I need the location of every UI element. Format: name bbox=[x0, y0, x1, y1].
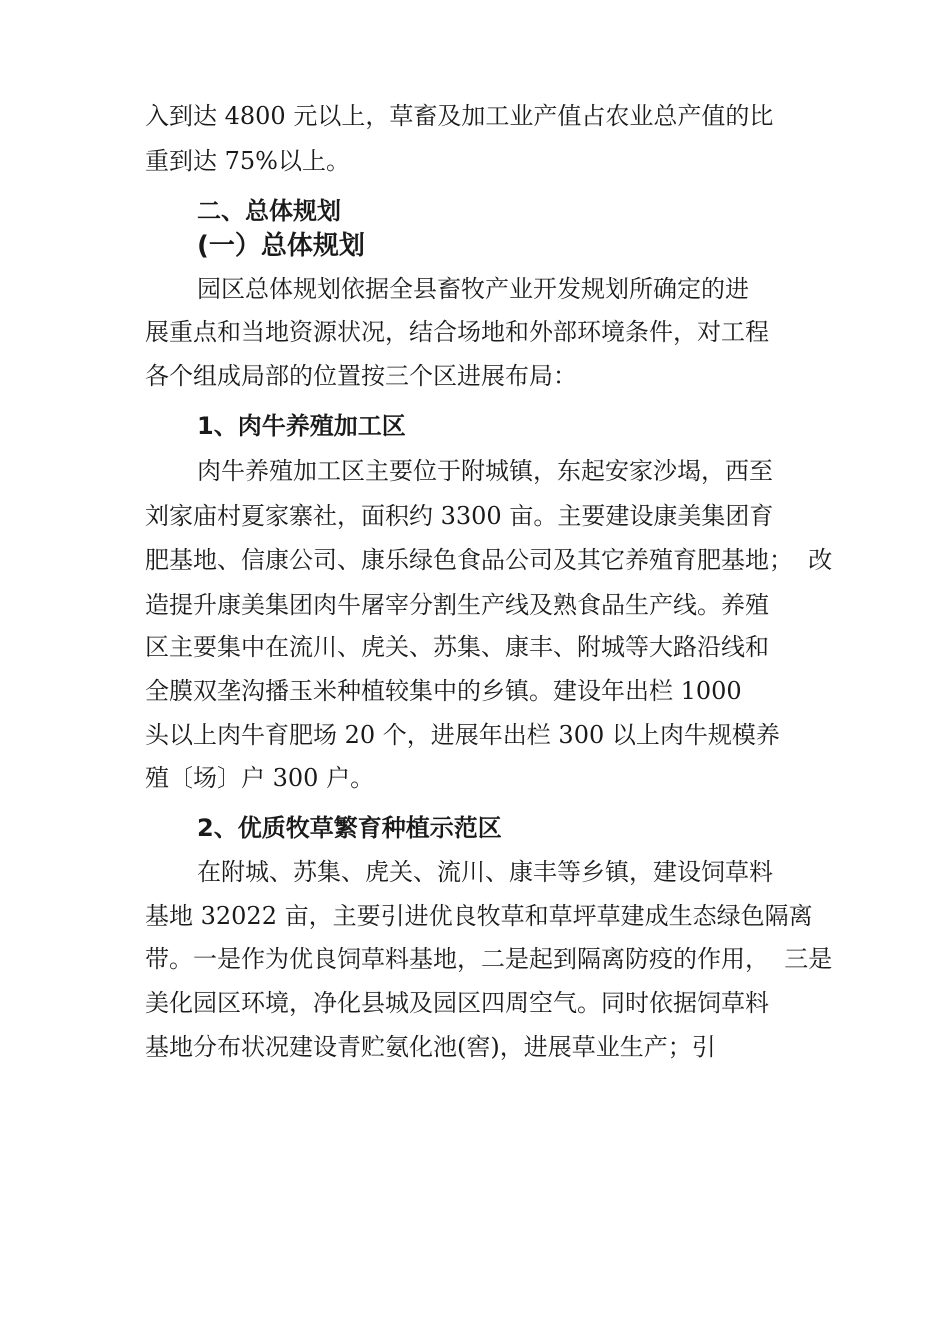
paragraph-line: 园区总体规划依据全县畜牧产业开发规划所确定的进 bbox=[197, 275, 749, 303]
paragraph-line: 肉牛养殖加工区主要位于附城镇，东起安家沙堨，西至 bbox=[197, 457, 773, 485]
paragraph-line: 展重点和当地资源状况，结合场地和外部环境条件，对工程 bbox=[145, 318, 769, 346]
area1-heading: 1、肉牛养殖加工区 bbox=[197, 412, 406, 440]
paragraph-line: 肥基地、信康公司、康乐绿色食品公司及其它养殖育肥基地； 改 bbox=[145, 546, 833, 574]
paragraph-line: 美化园区环境，净化县城及园区四周空气。同时依据饲草料 bbox=[145, 989, 769, 1017]
paragraph-line: 造提升康美集团肉牛屠宰分割生产线及熟食品生产线。养殖 bbox=[145, 591, 769, 619]
paragraph-line: 带。一是作为优良饲草料基地，二是起到隔离防疫的作用， 三是 bbox=[145, 945, 833, 973]
paragraph-line: 全膜双垄沟播玉米种植较集中的乡镇。建设年出栏 1000 bbox=[145, 677, 742, 705]
paragraph-line: 基地 32022 亩，主要引进优良牧草和草坪草建成生态绿色隔离 bbox=[145, 902, 813, 930]
subsection-heading: (一）总体规划 bbox=[197, 231, 365, 261]
paragraph-line: 各个组成局部的位置按三个区进展布局： bbox=[145, 362, 577, 390]
paragraph-line: 区主要集中在流川、虎关、苏集、康丰、附城等大路沿线和 bbox=[145, 633, 769, 661]
intro-line-1: 入到达 4800 元以上，草畜及加工业产值占农业总产值的比 bbox=[145, 102, 774, 130]
area2-heading: 2、优质牧草繁育种植示范区 bbox=[197, 814, 502, 842]
paragraph-line: 刘家庙村夏家寨社，面积约 3300 亩。主要建设康美集团育 bbox=[145, 502, 774, 530]
paragraph-line: 殖〔场〕户 300 户。 bbox=[145, 764, 375, 792]
paragraph-line: 基地分布状况建设青贮氨化池(窖)，进展草业生产；引 bbox=[145, 1033, 716, 1061]
intro-line-2: 重到达 75%以上。 bbox=[145, 147, 350, 175]
paragraph-line: 在附城、苏集、虎关、流川、康丰等乡镇，建设饲草料 bbox=[197, 858, 773, 886]
paragraph-line: 头以上肉牛育肥场 20 个，进展年出栏 300 以上肉牛规模养 bbox=[145, 721, 780, 749]
section-heading: 二、总体规划 bbox=[197, 197, 341, 225]
